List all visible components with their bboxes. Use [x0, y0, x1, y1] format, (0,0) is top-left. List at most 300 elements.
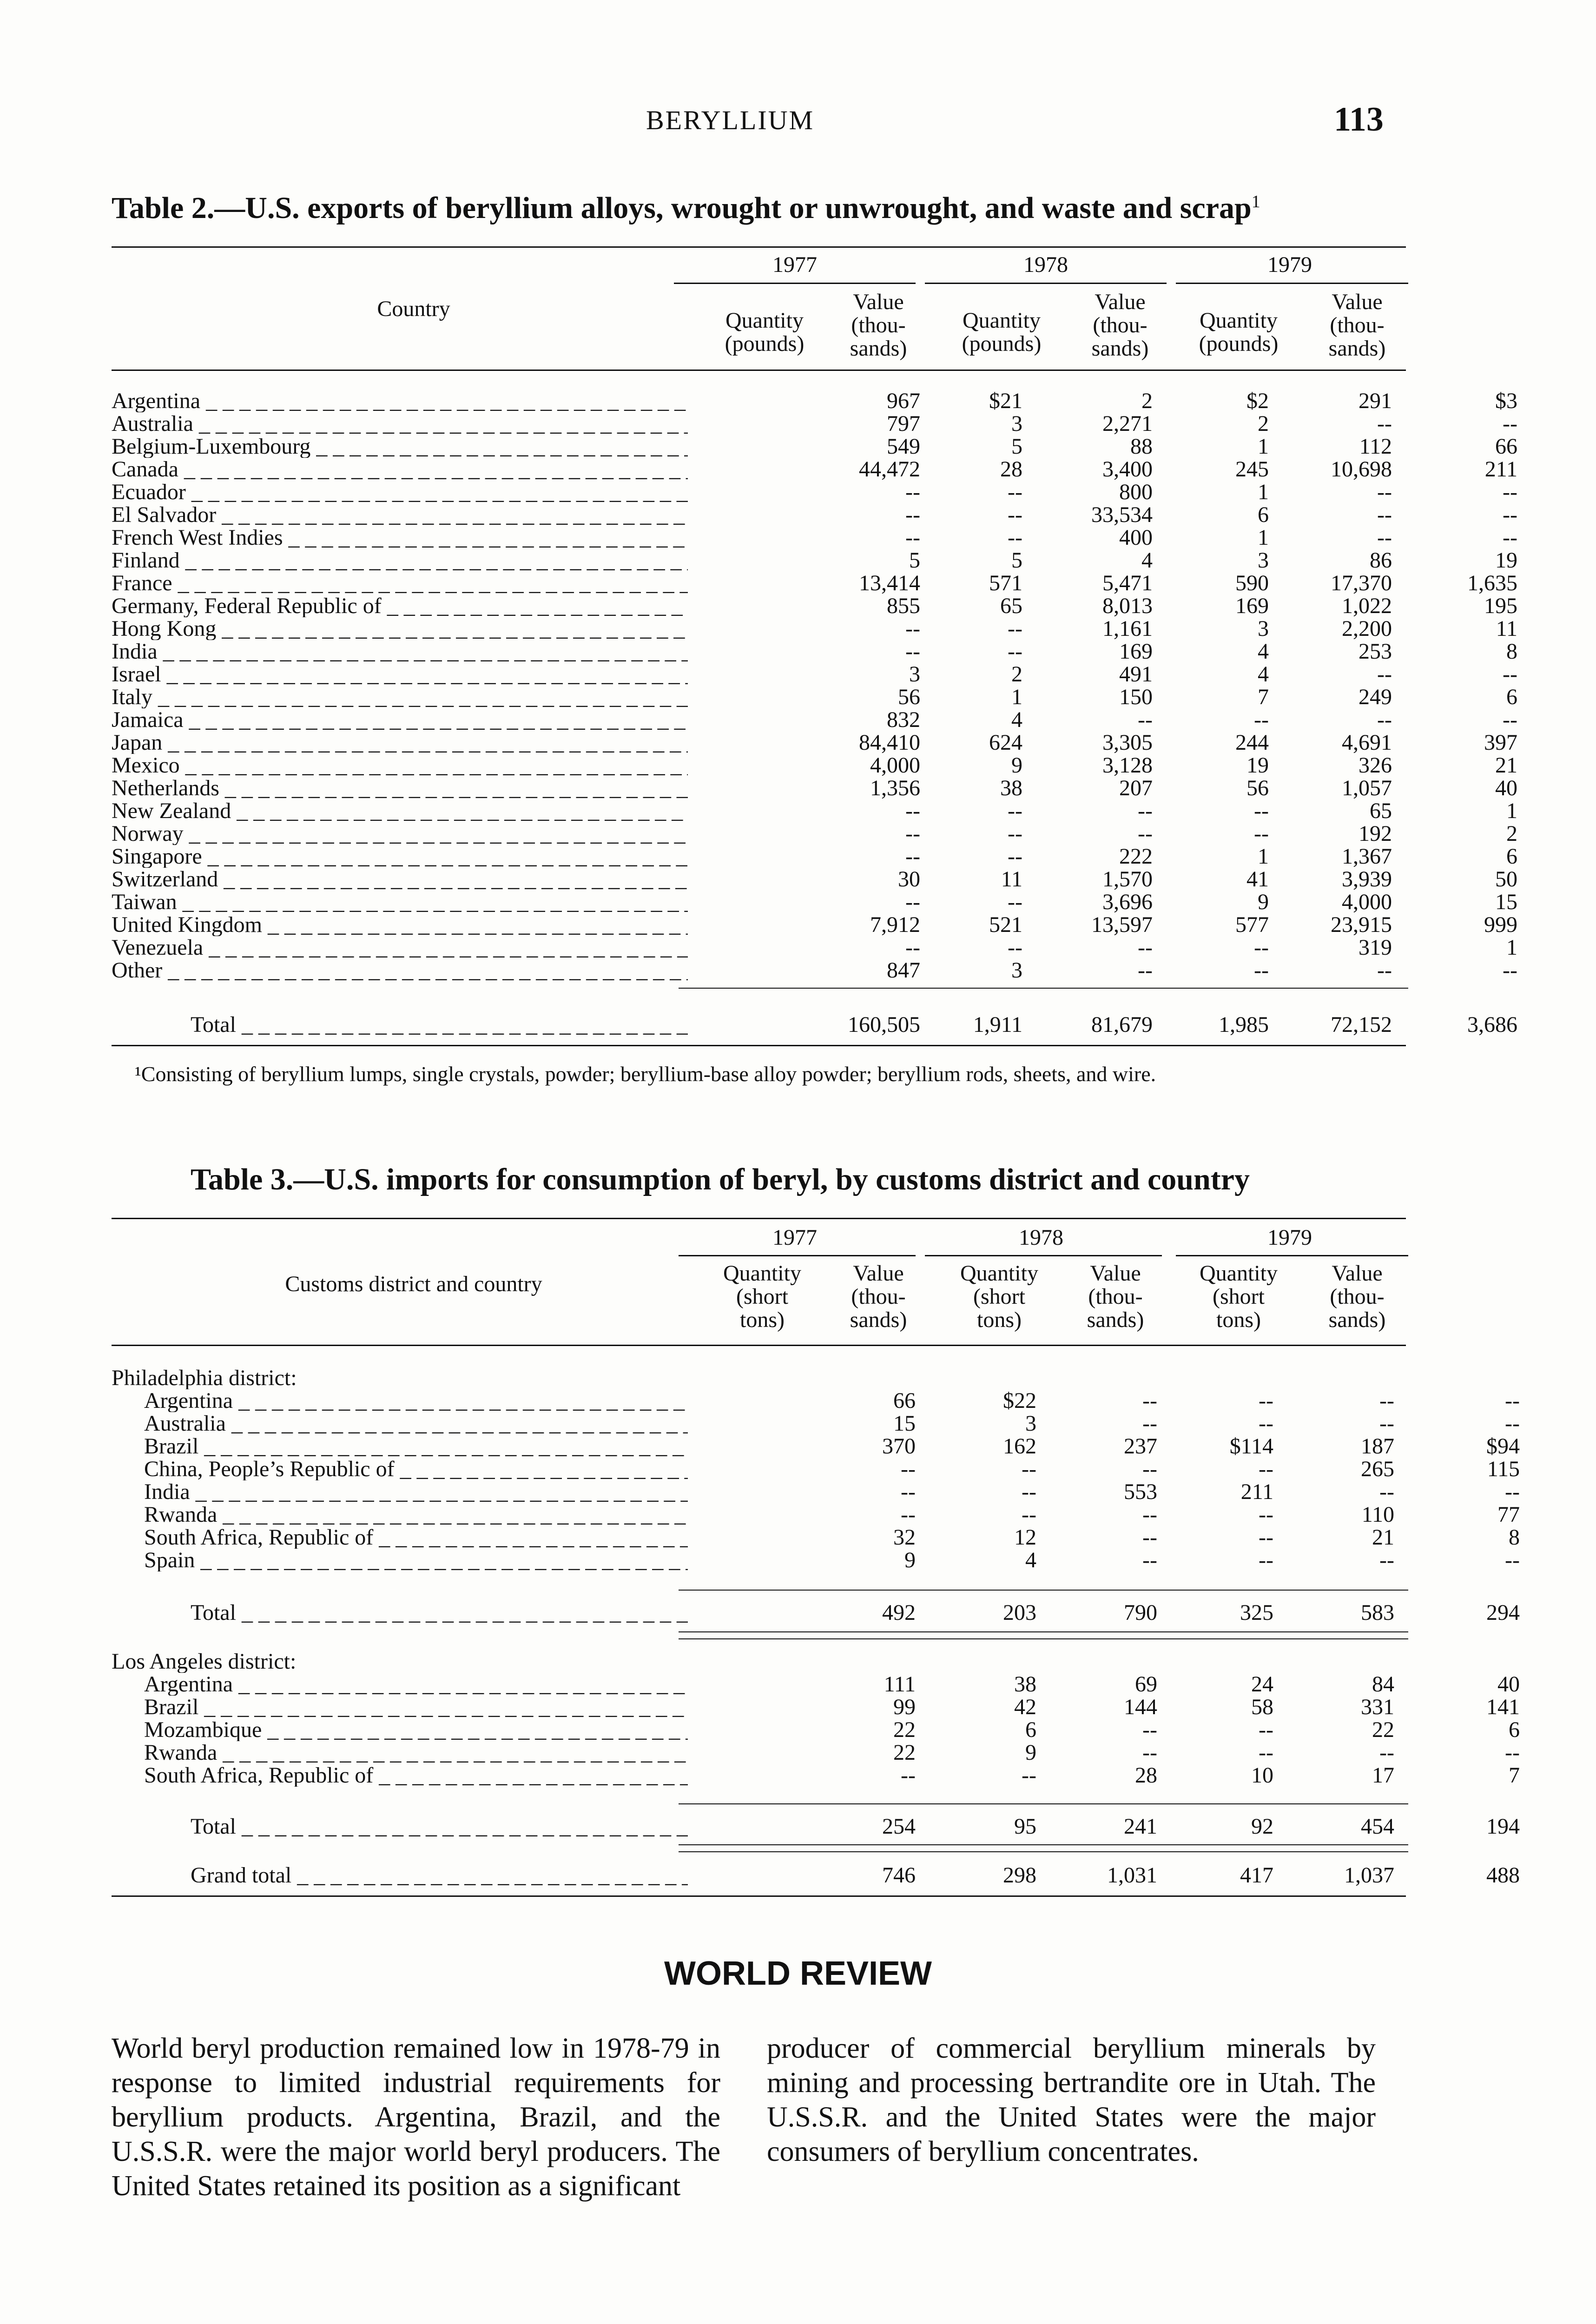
table-cell: -- [1142, 1457, 1157, 1481]
table-cell: 13,414 [859, 571, 920, 595]
table-cell: -- [1022, 1502, 1036, 1527]
table-cell: -- [1503, 480, 1517, 504]
table-cell: -- [1503, 502, 1517, 527]
table-row [112, 685, 1517, 709]
table-cell: -- [1008, 616, 1022, 641]
table-cell: -- [1505, 1740, 1520, 1765]
row-label: Taiwan _ _ _ [112, 891, 688, 913]
table-cell: 1,356 [870, 776, 920, 800]
table-cell: 41 [1246, 867, 1269, 891]
table-cell: 15 [1495, 890, 1517, 914]
table-row [112, 776, 1517, 800]
table2-val-header-1977 [832, 290, 925, 360]
table-cell: 8,013 [1102, 594, 1153, 618]
table3-philadelphia-total [112, 1600, 1520, 1625]
table-cell: $21 [989, 389, 1022, 413]
table-cell: -- [1138, 958, 1153, 983]
table-cell: 99 [893, 1695, 916, 1719]
val-line2: (thou- [1093, 313, 1148, 337]
table-cell: -- [1505, 1479, 1520, 1504]
table-cell: -- [1503, 707, 1517, 732]
table-cell: 4 [1011, 707, 1022, 732]
table3-header-rule [112, 1345, 1406, 1346]
table-cell: 110 [1361, 1502, 1394, 1527]
table-cell: 1 [1506, 799, 1517, 823]
total-cell: 790 [1124, 1600, 1157, 1625]
row-label: El Salvador _ _ _ [112, 503, 688, 526]
table-cell: -- [1254, 799, 1269, 823]
qty-line3: tons) [1216, 1307, 1261, 1332]
table-cell: 77 [1497, 1502, 1520, 1527]
table-cell: 42 [1014, 1695, 1036, 1719]
table-cell: 253 [1359, 639, 1392, 664]
table-cell: 400 [1119, 525, 1153, 550]
row-label: Canada _ _ _ [112, 458, 688, 481]
qty-line1: Quantity [960, 1261, 1038, 1286]
table-cell: 549 [887, 434, 920, 459]
table-cell: 21 [1495, 753, 1517, 778]
table2-val-header-1978 [1074, 290, 1167, 360]
table2-footnote: ¹Consisting of beryllium lumps, single crystals, powder; beryllium-base alloy powder; beryllium rods, sheets, and wire. [135, 1062, 1156, 1086]
table-cell: 40 [1497, 1672, 1520, 1697]
total-cell: 454 [1361, 1814, 1394, 1839]
table-cell: 5,471 [1102, 571, 1153, 595]
table-cell: 66 [1495, 434, 1517, 459]
table-cell: 553 [1124, 1479, 1157, 1504]
table-row [112, 1388, 1520, 1413]
table-cell: -- [1008, 639, 1022, 664]
table-cell: -- [905, 799, 920, 823]
table3-la-subtotal-rule [679, 1803, 1408, 1804]
table-row [112, 1672, 1520, 1697]
table-cell: 8 [1506, 639, 1517, 664]
row-label: Spain _ _ _ [144, 1549, 688, 1571]
table-row [112, 594, 1517, 618]
val-line3: sands) [850, 1307, 907, 1332]
table-cell: 590 [1235, 571, 1269, 595]
total-row [112, 1012, 1517, 1037]
table-cell: 6 [1506, 844, 1517, 869]
table-cell: 265 [1361, 1457, 1394, 1481]
table-row [112, 799, 1517, 823]
qty-line3: tons) [740, 1307, 785, 1332]
table-row [112, 935, 1517, 960]
val-line2: (thou- [1330, 313, 1385, 337]
table-row [112, 1411, 1520, 1436]
table-cell: 66 [893, 1388, 916, 1413]
qty-line2: (pounds) [725, 331, 805, 356]
district-heading: Philadelphia district: [112, 1367, 297, 1389]
total-cell: 1,985 [1219, 1012, 1269, 1037]
table-cell: -- [1142, 1525, 1157, 1550]
table3-phl-total-rule-a [679, 1631, 1408, 1632]
table-cell: 86 [1370, 548, 1392, 573]
table-row [112, 1740, 1520, 1765]
table-cell: 797 [887, 411, 920, 436]
row-label: Singapore _ _ _ [112, 845, 688, 868]
table-cell: -- [1254, 935, 1269, 960]
table-cell: 5 [909, 548, 920, 573]
table3-qty-header-1977 [706, 1262, 818, 1332]
val-line1: Value [1090, 1261, 1141, 1286]
row-label: South Africa, Republic of _ _ _ [144, 1526, 688, 1549]
table-cell: 1 [1258, 480, 1269, 504]
table-cell: 11 [1496, 616, 1517, 641]
table-cell: -- [1254, 958, 1269, 983]
table-cell: -- [905, 821, 920, 846]
table2-total-rule [679, 988, 1408, 989]
table-row [112, 389, 1517, 413]
table-cell: -- [1377, 662, 1392, 687]
val-line1: Value [1332, 1261, 1383, 1286]
table-cell: 6 [1025, 1717, 1036, 1742]
table-cell: 1,161 [1102, 616, 1153, 641]
table-cell: -- [1379, 1740, 1394, 1765]
table-cell: -- [901, 1502, 916, 1527]
total-cell: 81,679 [1091, 1012, 1153, 1037]
qty-line1: Quantity [723, 1261, 801, 1286]
val-line2: (thou- [851, 313, 906, 337]
total-row [112, 1863, 1520, 1888]
table-cell: -- [1138, 821, 1153, 846]
table-cell: 319 [1359, 935, 1392, 960]
table3-qty-header-1979 [1183, 1262, 1294, 1332]
table-cell: -- [1022, 1479, 1036, 1504]
table-cell: 6 [1506, 685, 1517, 709]
table-cell: 3,696 [1102, 890, 1153, 914]
table-row [112, 1650, 1404, 1673]
table3-los-angeles-total [112, 1814, 1520, 1839]
table-cell: -- [1503, 525, 1517, 550]
table-row [112, 1479, 1520, 1504]
table3-title: Table 3.—U.S. imports for consumption of beryl, by customs district and country [191, 1162, 1250, 1196]
table-cell: 1 [1011, 685, 1022, 709]
table-cell: $114 [1229, 1434, 1273, 1459]
table-cell: -- [1142, 1411, 1157, 1436]
qty-line2: (pounds) [962, 331, 1042, 356]
row-label: Belgium-Luxembourg _ _ _ [112, 435, 688, 458]
qty-line1: Quantity [963, 308, 1041, 333]
row-label: Argentina _ _ _ [144, 1389, 688, 1412]
val-line2: (thou- [1330, 1284, 1385, 1309]
table-cell: -- [1259, 1525, 1273, 1550]
qty-line1: Quantity [1200, 1261, 1278, 1286]
table-cell: -- [1377, 502, 1392, 527]
table-cell: -- [1505, 1388, 1520, 1413]
table-cell: -- [1259, 1740, 1273, 1765]
table-cell: -- [1259, 1388, 1273, 1413]
table-row [112, 480, 1517, 504]
total-cell: 488 [1486, 1863, 1520, 1888]
table-cell: -- [1142, 1388, 1157, 1413]
val-line2: (thou- [1088, 1284, 1143, 1309]
table-cell: 8 [1509, 1525, 1520, 1550]
table3-phl-total-rule-b [679, 1638, 1408, 1639]
table3-top-rule [112, 1218, 1406, 1219]
table-cell: 2,271 [1102, 411, 1153, 436]
table-cell: -- [1138, 935, 1153, 960]
table-cell: 22 [893, 1740, 916, 1765]
table-row [112, 821, 1517, 846]
table-cell: 9 [904, 1548, 916, 1572]
table-cell: -- [1138, 799, 1153, 823]
table-cell: 65 [1370, 799, 1392, 823]
table-cell: 40 [1495, 776, 1517, 800]
table3-val-header-1979 [1311, 1262, 1404, 1332]
table-cell: 3 [909, 662, 920, 687]
table-cell: 50 [1495, 867, 1517, 891]
table-cell: -- [1377, 525, 1392, 550]
table-cell: -- [1008, 525, 1022, 550]
table-row [112, 525, 1517, 550]
table-cell: -- [1377, 411, 1392, 436]
qty-line2: (pounds) [1199, 331, 1279, 356]
table-cell: 2 [1258, 411, 1269, 436]
table-cell: -- [905, 525, 920, 550]
total-label: Total _ _ _ [191, 1013, 688, 1036]
table-cell: 88 [1130, 434, 1153, 459]
table-cell: 3,400 [1102, 457, 1153, 482]
table-cell: 5 [1011, 434, 1022, 459]
row-label: Brazil _ _ _ [144, 1696, 688, 1718]
row-label: Israel _ _ _ [112, 663, 688, 686]
row-label: Mozambique _ _ _ [144, 1718, 688, 1741]
table-cell: 7 [1258, 685, 1269, 709]
table-row [112, 1717, 1520, 1742]
table3-year-rule-1977 [679, 1255, 916, 1256]
table-cell: 207 [1119, 776, 1153, 800]
table-cell: -- [1008, 480, 1022, 504]
total-cell: 298 [1003, 1863, 1036, 1888]
table-cell: -- [1259, 1717, 1273, 1742]
table-row [112, 502, 1517, 527]
table-cell: -- [1377, 480, 1392, 504]
table-row [112, 616, 1517, 641]
table-cell: 397 [1484, 730, 1517, 755]
table-cell: 28 [1000, 457, 1022, 482]
table2-title-text: Table 2.—U.S. exports of beryllium alloys, wrought or unwrought, and waste and scrap [112, 191, 1252, 225]
table-cell: 150 [1119, 685, 1153, 709]
table-cell: 3,128 [1102, 753, 1153, 778]
table2-total [112, 1012, 1517, 1037]
table-cell: -- [1254, 821, 1269, 846]
qty-line2: (short [1213, 1284, 1265, 1309]
table-cell: 4,691 [1342, 730, 1392, 755]
val-line1: Value [1332, 290, 1383, 314]
table-cell: 169 [1235, 594, 1269, 618]
table-cell: 33,534 [1091, 502, 1153, 527]
table-cell: -- [905, 890, 920, 914]
table-cell: 7 [1509, 1763, 1520, 1788]
total-row [112, 1600, 1520, 1625]
table-cell: -- [1142, 1548, 1157, 1572]
table-cell: 13,597 [1091, 912, 1153, 937]
table-cell: -- [1259, 1548, 1273, 1572]
total-cell: 746 [882, 1863, 916, 1888]
table-cell: 2,200 [1342, 616, 1392, 641]
table-cell: -- [1503, 411, 1517, 436]
row-label: Ecuador _ _ _ [112, 481, 688, 503]
table-cell: 1,022 [1342, 594, 1392, 618]
table2-qty-header-1979 [1181, 309, 1297, 356]
table-cell: 571 [989, 571, 1022, 595]
table-cell: 84,410 [859, 730, 920, 755]
table-cell: -- [1142, 1502, 1157, 1527]
table-cell: -- [1503, 958, 1517, 983]
table-cell: 1,635 [1467, 571, 1517, 595]
table-row [112, 1502, 1520, 1527]
table-cell: 1 [1506, 935, 1517, 960]
table-cell: 162 [1003, 1434, 1036, 1459]
table-cell: -- [901, 1479, 916, 1504]
total-cell: 254 [882, 1814, 916, 1839]
total-label: Total _ _ _ [191, 1815, 688, 1838]
table-cell: 1,570 [1102, 867, 1153, 891]
table-cell: 2 [1506, 821, 1517, 846]
table-cell: 4 [1025, 1548, 1036, 1572]
world-review-left-column: World beryl production remained low in 1978-79 in response to limited industrial requirements for beryllium products. Argentina, Brazil, and the U.S.S.R. were the major world beryl producers. The United States retained its position as a significant [112, 2033, 720, 2202]
table-cell: -- [1138, 707, 1153, 732]
table-cell: -- [905, 502, 920, 527]
table-cell: 4 [1258, 662, 1269, 687]
val-line3: sands) [850, 336, 907, 361]
table-row [112, 434, 1517, 459]
table-cell: -- [1379, 1548, 1394, 1572]
table-cell: 22 [893, 1717, 916, 1742]
world-review-right-column: producer of commercial beryllium minerals by mining and processing bertrandite ore in Utah. The U.S.S.R. and the United States were the major consumers of beryllium concentrates. [767, 2033, 1376, 2167]
running-head [0, 100, 1596, 146]
table-cell: -- [905, 935, 920, 960]
row-label: Hong Kong _ _ _ [112, 617, 688, 640]
total-cell: 1,037 [1344, 1863, 1394, 1888]
total-cell: 194 [1486, 1814, 1520, 1839]
table-cell: 1,367 [1342, 844, 1392, 869]
table2-val-header-1979 [1311, 290, 1404, 360]
table2-year-1977: 1977 [772, 252, 817, 277]
row-label: Germany, Federal Republic of _ _ _ [112, 594, 688, 617]
table3-val-header-1977 [832, 1262, 925, 1332]
table-row [112, 662, 1517, 687]
table2-title [112, 191, 1260, 226]
table-cell: 69 [1135, 1672, 1157, 1697]
table-cell: 112 [1359, 434, 1392, 459]
row-label: Argentina _ _ _ [112, 390, 688, 412]
table-cell: -- [1008, 890, 1022, 914]
world-review-heading: WORLD REVIEW [664, 1955, 932, 1992]
total-cell: 294 [1486, 1600, 1520, 1625]
total-cell: 492 [882, 1600, 916, 1625]
table2-stub-header: Country [377, 297, 450, 321]
table2-year-1979: 1979 [1267, 252, 1312, 277]
table-row [112, 1525, 1520, 1550]
qty-line1: Quantity [725, 308, 804, 333]
table-cell: 44,472 [859, 457, 920, 482]
row-label: France _ _ _ [112, 572, 688, 594]
row-label: Brazil _ _ _ [144, 1435, 688, 1458]
table3-year-rule-1978 [925, 1255, 1162, 1256]
table2-bottom-rule [112, 1045, 1406, 1046]
table-cell: 9 [1025, 1740, 1036, 1765]
table-cell: 9 [1258, 890, 1269, 914]
table-cell: 187 [1361, 1434, 1394, 1459]
row-label: Netherlands _ _ _ [112, 777, 688, 799]
table-cell: 4,000 [870, 753, 920, 778]
table-row [112, 1367, 1404, 1389]
total-label: Grand total _ _ _ [191, 1864, 688, 1887]
val-line3: sands) [1091, 336, 1149, 361]
table-cell: 23,915 [1331, 912, 1392, 937]
table-cell: -- [901, 1763, 916, 1788]
table-cell: 30 [898, 867, 920, 891]
table-cell: 3,305 [1102, 730, 1153, 755]
table-row [112, 1695, 1520, 1719]
table-cell: 15 [893, 1411, 916, 1436]
table-row [112, 707, 1517, 732]
table-cell: -- [1259, 1411, 1273, 1436]
table-cell: 115 [1487, 1457, 1520, 1481]
val-line1: Value [853, 1261, 904, 1286]
table-cell: 144 [1124, 1695, 1157, 1719]
table-cell: -- [1379, 1411, 1394, 1436]
row-label: India _ _ _ [144, 1480, 688, 1503]
total-label: Total _ _ _ [191, 1601, 688, 1624]
table-cell: 1 [1258, 525, 1269, 550]
table2-year-1978: 1978 [1023, 252, 1068, 277]
table-cell: 4 [1141, 548, 1153, 573]
table-cell: -- [1377, 707, 1392, 732]
row-label: South Africa, Republic of _ _ _ [144, 1764, 688, 1787]
table-cell: $22 [1003, 1388, 1036, 1413]
val-line3: sands) [1328, 1307, 1386, 1332]
table-cell: 999 [1484, 912, 1517, 937]
table-row [112, 548, 1517, 573]
table-cell: -- [1259, 1502, 1273, 1527]
table2-qty-header-1978 [943, 309, 1060, 356]
table-cell: 22 [1372, 1717, 1394, 1742]
row-label: Japan _ _ _ [112, 731, 688, 754]
table-cell: -- [1379, 1479, 1394, 1504]
row-label: Switzerland _ _ _ [112, 868, 688, 891]
total-cell: 1,911 [973, 1012, 1022, 1037]
table-cell: 3 [1011, 411, 1022, 436]
table-cell: 19 [1495, 548, 1517, 573]
total-cell: 92 [1251, 1814, 1273, 1839]
district-heading: Los Angeles district: [112, 1650, 297, 1673]
table-cell: -- [1379, 1388, 1394, 1413]
table-cell: 3 [1258, 616, 1269, 641]
table-cell: 624 [989, 730, 1022, 755]
table-cell: 521 [989, 912, 1022, 937]
table-cell: 32 [893, 1525, 916, 1550]
row-label: Rwanda _ _ _ [144, 1503, 688, 1526]
table2-year-rule-1978 [925, 283, 1167, 284]
table3-la-heading-row [112, 1650, 1404, 1673]
table-row [112, 890, 1517, 914]
table-cell: 222 [1119, 844, 1153, 869]
table-cell: -- [1008, 935, 1022, 960]
table3-bottom-rule [112, 1895, 1406, 1897]
val-line2: (thou- [851, 1284, 906, 1309]
table-cell: -- [905, 844, 920, 869]
table-cell: -- [901, 1457, 916, 1481]
table-row [112, 958, 1517, 983]
table-cell: 192 [1359, 821, 1392, 846]
table3-la-total-rule-a [679, 1844, 1408, 1845]
val-line3: sands) [1328, 336, 1386, 361]
table-cell: -- [905, 616, 920, 641]
row-label: Rwanda _ _ _ [144, 1741, 688, 1764]
table-cell: -- [1505, 1548, 1520, 1572]
